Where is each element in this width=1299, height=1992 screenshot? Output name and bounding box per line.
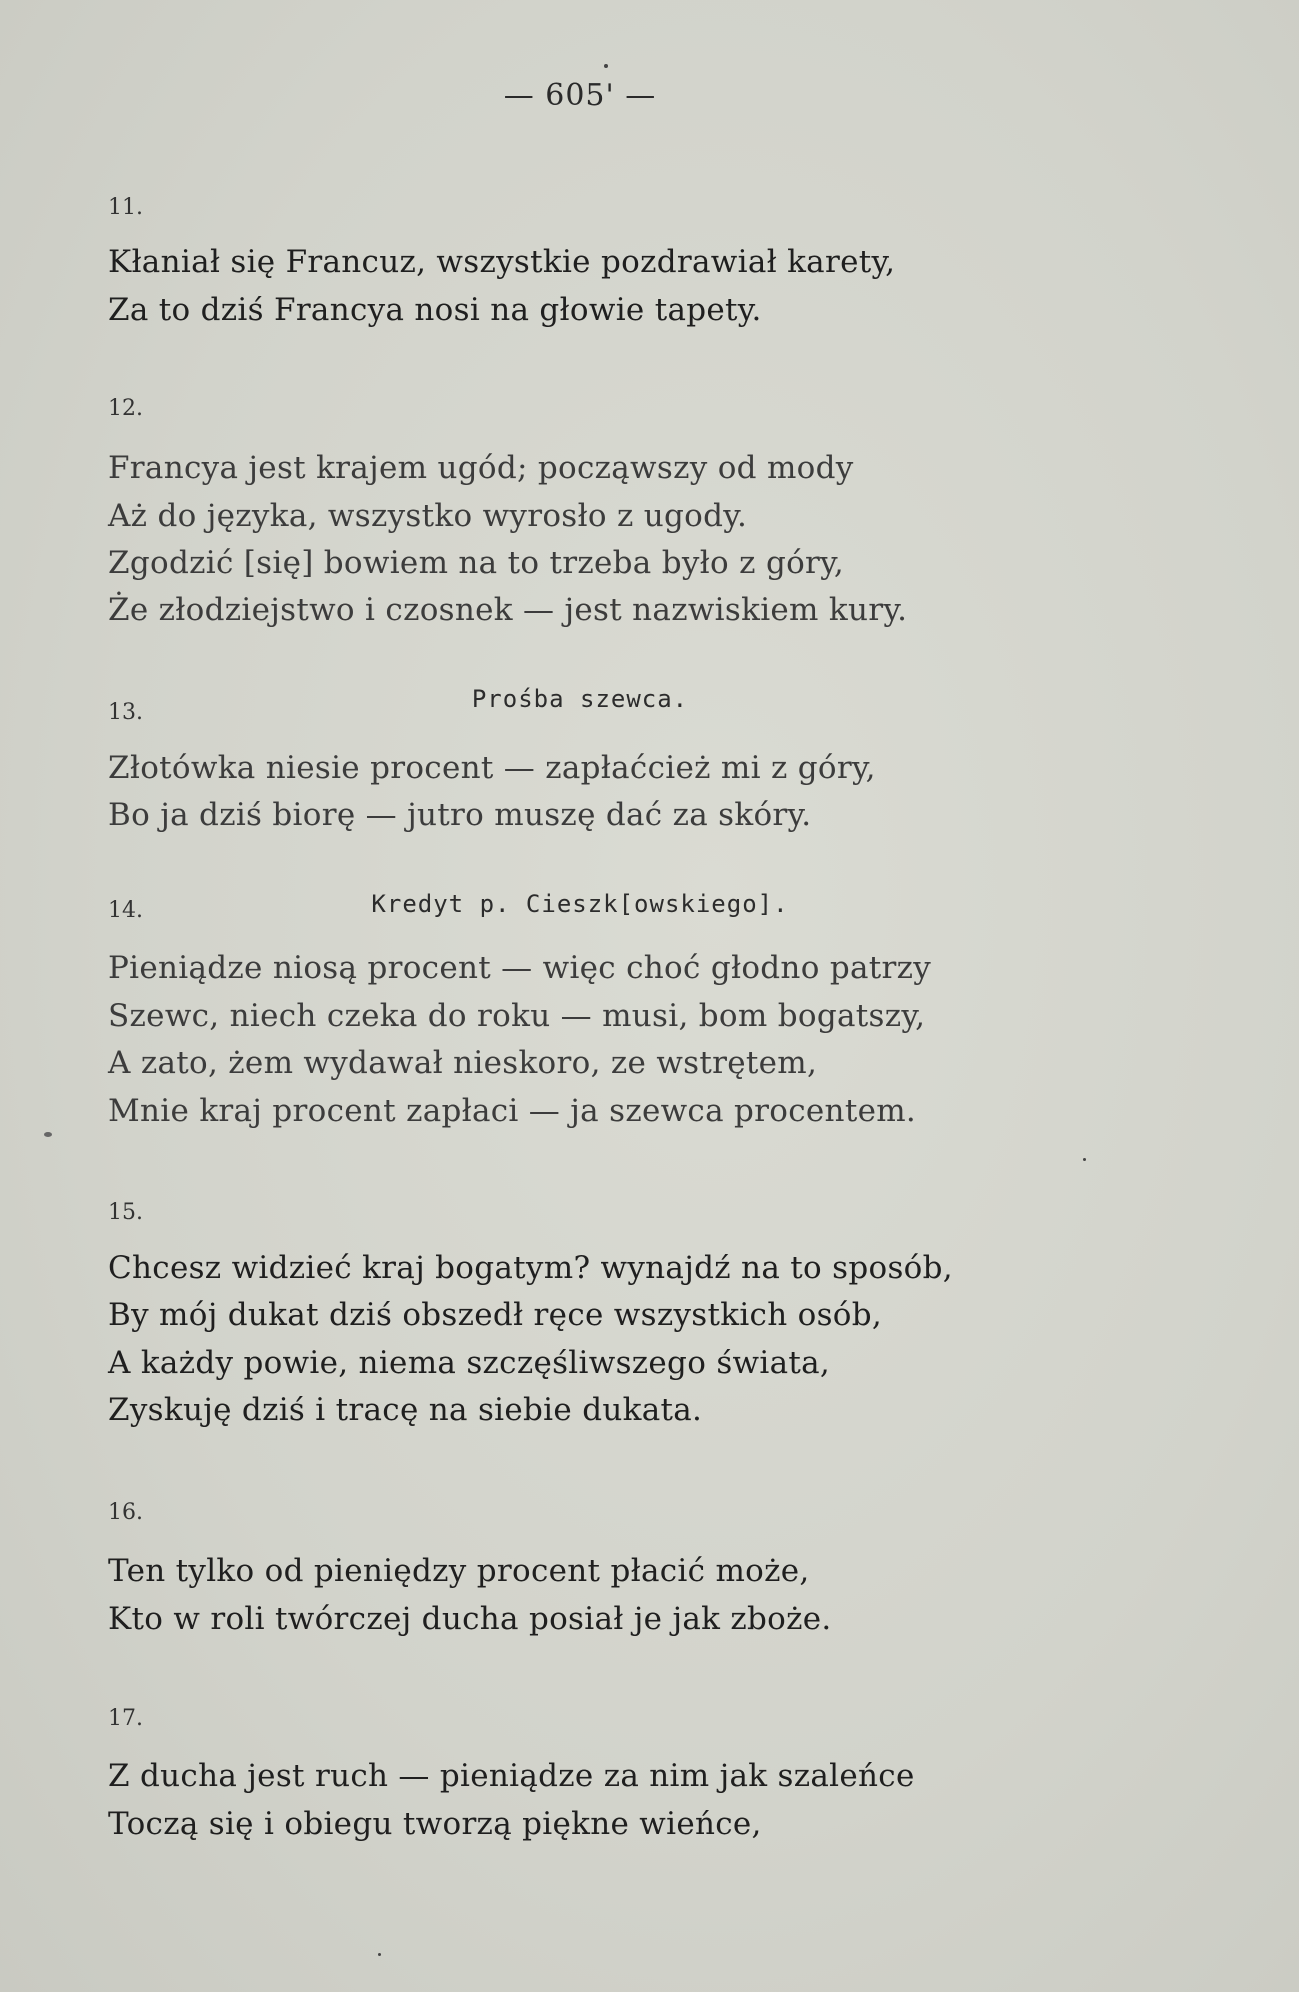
verse-line: Złotówka niesie procent — zapłaćcież mi z góry, — [108, 750, 876, 786]
section-title: Prośba szewca. — [471, 685, 689, 713]
verse-line: Kłaniał się Francuz, wszystkie pozdrawiał karety, — [108, 244, 896, 280]
paper-speck — [378, 1953, 381, 1956]
verse-line: Francya jest krajem ugód; począwszy od mody — [108, 450, 854, 486]
verse-line: Mnie kraj procent zapłaci — ja szewca procentem. — [108, 1093, 917, 1129]
paper-speck — [44, 1132, 52, 1137]
verse-line: Zyskuję dziś i tracę na siebie dukata. — [108, 1392, 703, 1428]
verse-line: A każdy powie, niema szczęśliwszego świata, — [108, 1345, 831, 1381]
paper-speck — [1083, 1158, 1086, 1161]
section-number: 16. — [108, 1500, 143, 1525]
section-number: 15. — [108, 1200, 143, 1225]
verse-line: Pieniądze niosą procent — więc choć głodno patrzy — [108, 950, 932, 986]
section-number: 11. — [108, 195, 143, 220]
verse-line: By mój dukat dziś obszedł ręce wszystkich osób, — [108, 1297, 883, 1333]
paper-speck — [604, 64, 608, 68]
verse-line: Zgodzić [się] bowiem na to trzeba było z góry, — [108, 545, 845, 581]
verse-line: Szewc, niech czeka do roku — musi, bom bogatszy, — [108, 998, 926, 1034]
verse-line: Bo ja dziś biorę — jutro muszę dać za skóry. — [108, 797, 812, 833]
verse-line: Ten tylko od pieniędzy procent płacić może, — [108, 1553, 810, 1589]
verse-line: Że złodziejstwo i czosnek — jest nazwiskiem kury. — [108, 592, 908, 628]
verse-line: Kto w roli twórczej ducha posiał je jak zboże. — [108, 1601, 832, 1637]
section-number: 14. — [108, 898, 143, 923]
section-number: 17. — [108, 1706, 143, 1731]
page-number: — 605' — — [503, 78, 657, 113]
verse-line: Za to dziś Francya nosi na głowie tapety. — [108, 292, 762, 328]
section-title: Kredyt p. Cieszk[owskiego]. — [371, 890, 789, 918]
verse-line: Chcesz widzieć kraj bogatym? wynajdź na to sposób, — [108, 1250, 953, 1286]
verse-line: Z ducha jest ruch — pieniądze za nim jak szaleńce — [108, 1758, 915, 1794]
section-number: 12. — [108, 396, 143, 421]
verse-line: A zato, żem wydawał nieskoro, ze wstrętem, — [108, 1045, 818, 1081]
verse-line: Aż do języka, wszystko wyrosło z ugody. — [108, 498, 748, 534]
section-number: 13. — [108, 700, 143, 725]
verse-line: Toczą się i obiegu tworzą piękne wieńce, — [108, 1806, 762, 1842]
